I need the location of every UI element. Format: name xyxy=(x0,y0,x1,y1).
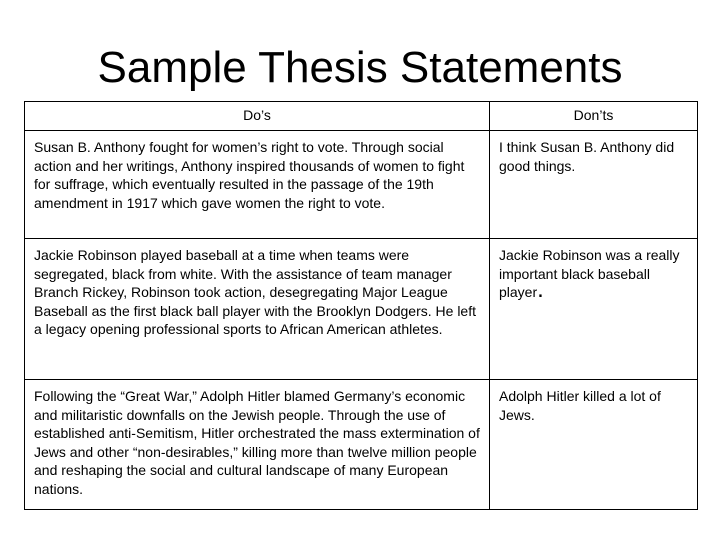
table-row xyxy=(25,239,698,380)
thesis-comparison-table xyxy=(24,101,698,510)
slide-title: Sample Thesis Statements xyxy=(97,43,623,92)
header-dos: Do’s xyxy=(25,102,490,131)
dont-text: Jackie Robinson was a really important black baseball player xyxy=(499,247,680,301)
dont-end-punctuation: . xyxy=(537,276,544,304)
table-header-row xyxy=(25,102,698,131)
dont-cell: Adolph Hitler killed a lot of Jews. xyxy=(490,380,698,510)
table-row xyxy=(25,380,698,510)
do-cell: Following the “Great War,” Adolph Hitler blamed Germany’s economic and militaristic downfalls on the Jewish people. Through the use of established anti-Semitism, Hitler orchestrated the mass extermination of Jews and other “non-desirables,” killing more than twelve million people and reshaping the social and cultural landscape of many European nations. xyxy=(25,380,490,510)
do-cell: Susan B. Anthony fought for women’s right to vote. Through social action and her writings, Anthony inspired thousands of women to fight for suffrage, which eventually resulted in the passage of the 19th amendment in 1917 which gave women the right to vote. xyxy=(25,131,490,239)
dont-cell: I think Susan B. Anthony did good things. xyxy=(490,131,698,239)
dont-cell xyxy=(490,239,698,380)
do-cell: Jackie Robinson played baseball at a time when teams were segregated, black from white. With the assistance of team manager Branch Rickey, Robinson took action, desegregating Major League Baseball as the first black ball player with the Brooklyn Dodgers. He left a legacy opening professional sports to African American athletes. xyxy=(25,239,490,380)
header-donts: Don’ts xyxy=(490,102,698,131)
table-row xyxy=(25,131,698,239)
